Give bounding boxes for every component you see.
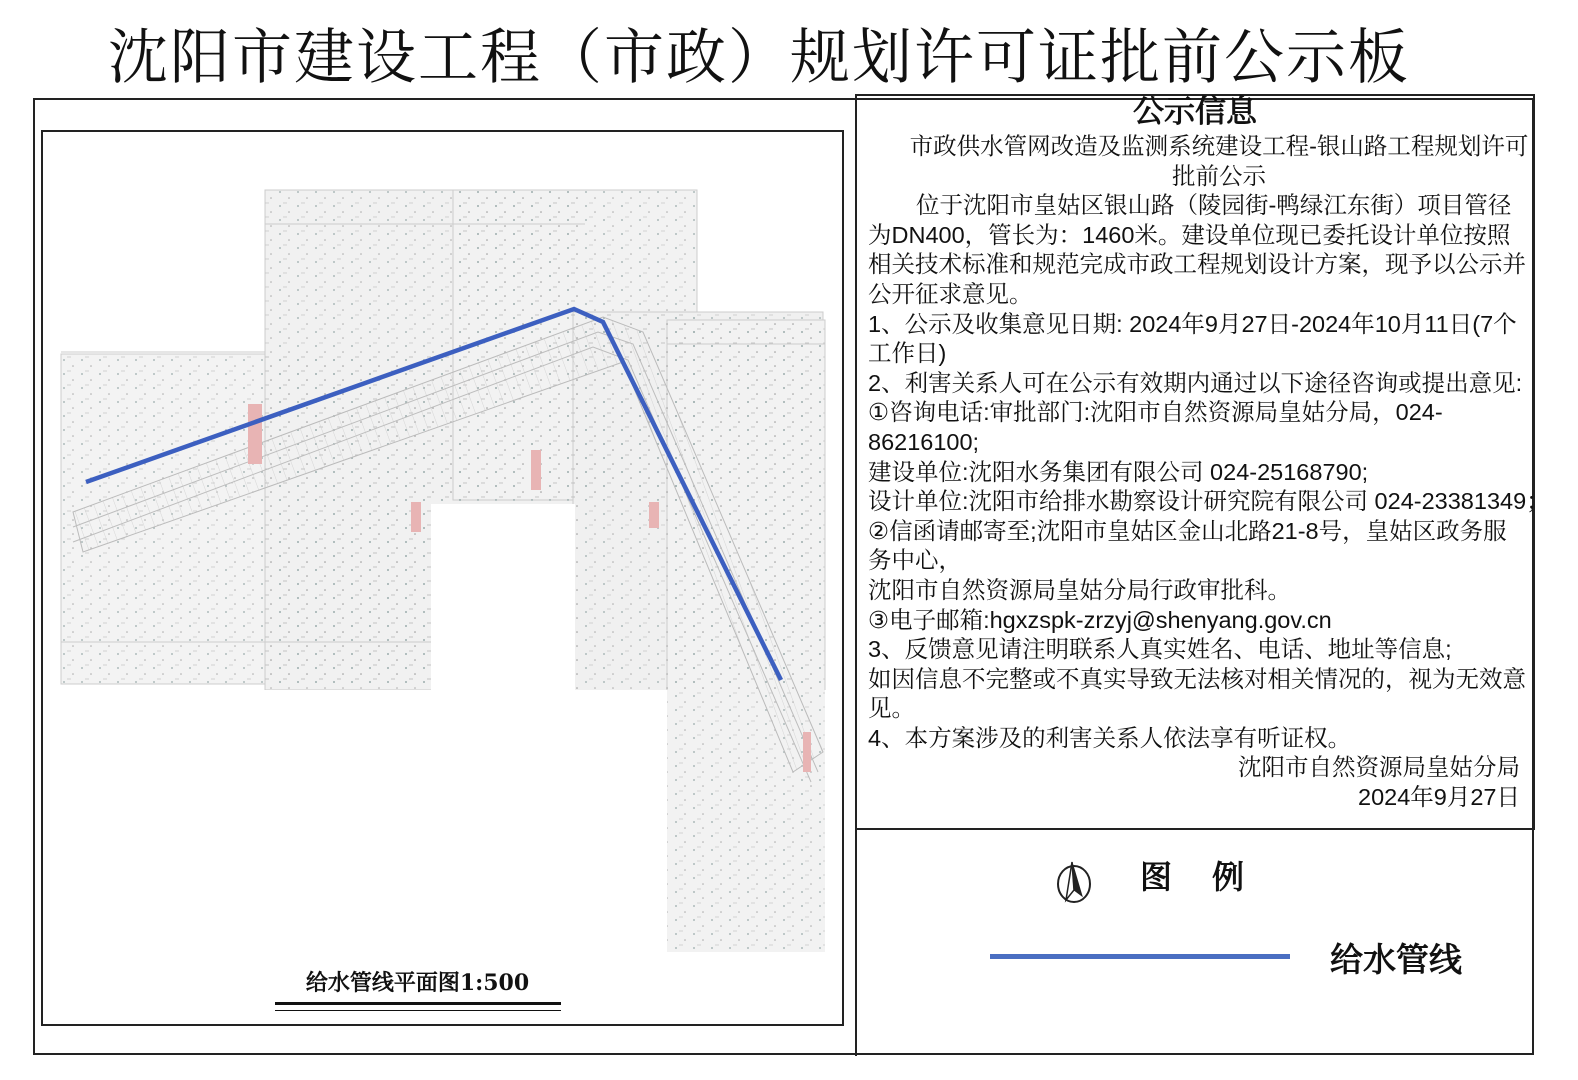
notice-item-4: 4、本方案涉及的利害关系人依法享有听证权。 [868,724,1352,751]
builder-contact: 建设单位:沈阳水务集团有限公司 024-25168790; [868,458,1369,485]
notice-item-3: 3、反馈意见请注明联系人真实姓名、电话、地址等信息; [868,636,1452,663]
designer-contact: 设计单位:沈阳市给排水勘察设计研究院有限公司 024-23381349； [868,488,1550,515]
project-intro: 位于沈阳市皇姑区银山路（陵园街-鸭绿江东街）项目管径为DN400，管长为：1460米。建设单位现已委托设计单位按照相关技术标准和规范完成市政工程规划设计方案，现予以公示并公开征求意见。 [868,192,1526,307]
map-caption: 给水管线平面图1:500 [305,970,530,996]
legend-pipeline-swatch [990,954,1290,959]
legend-title: 图例 [1140,858,1285,896]
info-body [868,132,1550,813]
mail-recipient: 沈阳市自然资源局皇姑分局行政审批科。 [868,576,1291,603]
legend-pipeline-label: 给水管线 [1330,940,1462,979]
caption-underline [275,1002,561,1005]
notice-item-2: 2、利害关系人可在公示有效期内通过以下途径咨询或提出意见: [868,369,1523,396]
north-arrow-icon [1055,858,1095,908]
plan-sheets [61,190,831,1020]
caption-underline-thin [275,1010,561,1011]
consult-phone: ①咨询电话:审批部门:沈阳市自然资源局皇姑分局，024-86216100; [868,399,1443,455]
contact-email: ③电子邮箱:hgxzspk-zrzyj@shenyang.gov.cn [868,606,1332,633]
issue-date: 2024年9月27日 [1358,784,1520,811]
issuer-signature: 沈阳市自然资源局皇姑分局 [1238,754,1520,781]
map-frame [41,130,844,1026]
pipeline-plan-map [43,132,842,1024]
notice-item-3-note: 如因信息不完整或不真实导致无法核对相关情况的，视为无效意见。 [868,665,1526,722]
board-title: 沈阳市建设工程（市政）规划许可证批前公示板 [108,23,1410,93]
notice-item-1: 1、公示及收集意见日期: 2024年9月27日-2024年10月11日(7个工作日) [868,310,1517,367]
project-name: 市政供水管网改造及监测系统建设工程-银山路工程规划许可批前公示 [909,133,1529,189]
info-title: 公示信息 [1133,94,1257,130]
mail-address: ②信函请邮寄至;沈阳市皇姑区金山北路21-8号，皇姑区政务服务中心， [868,517,1507,574]
